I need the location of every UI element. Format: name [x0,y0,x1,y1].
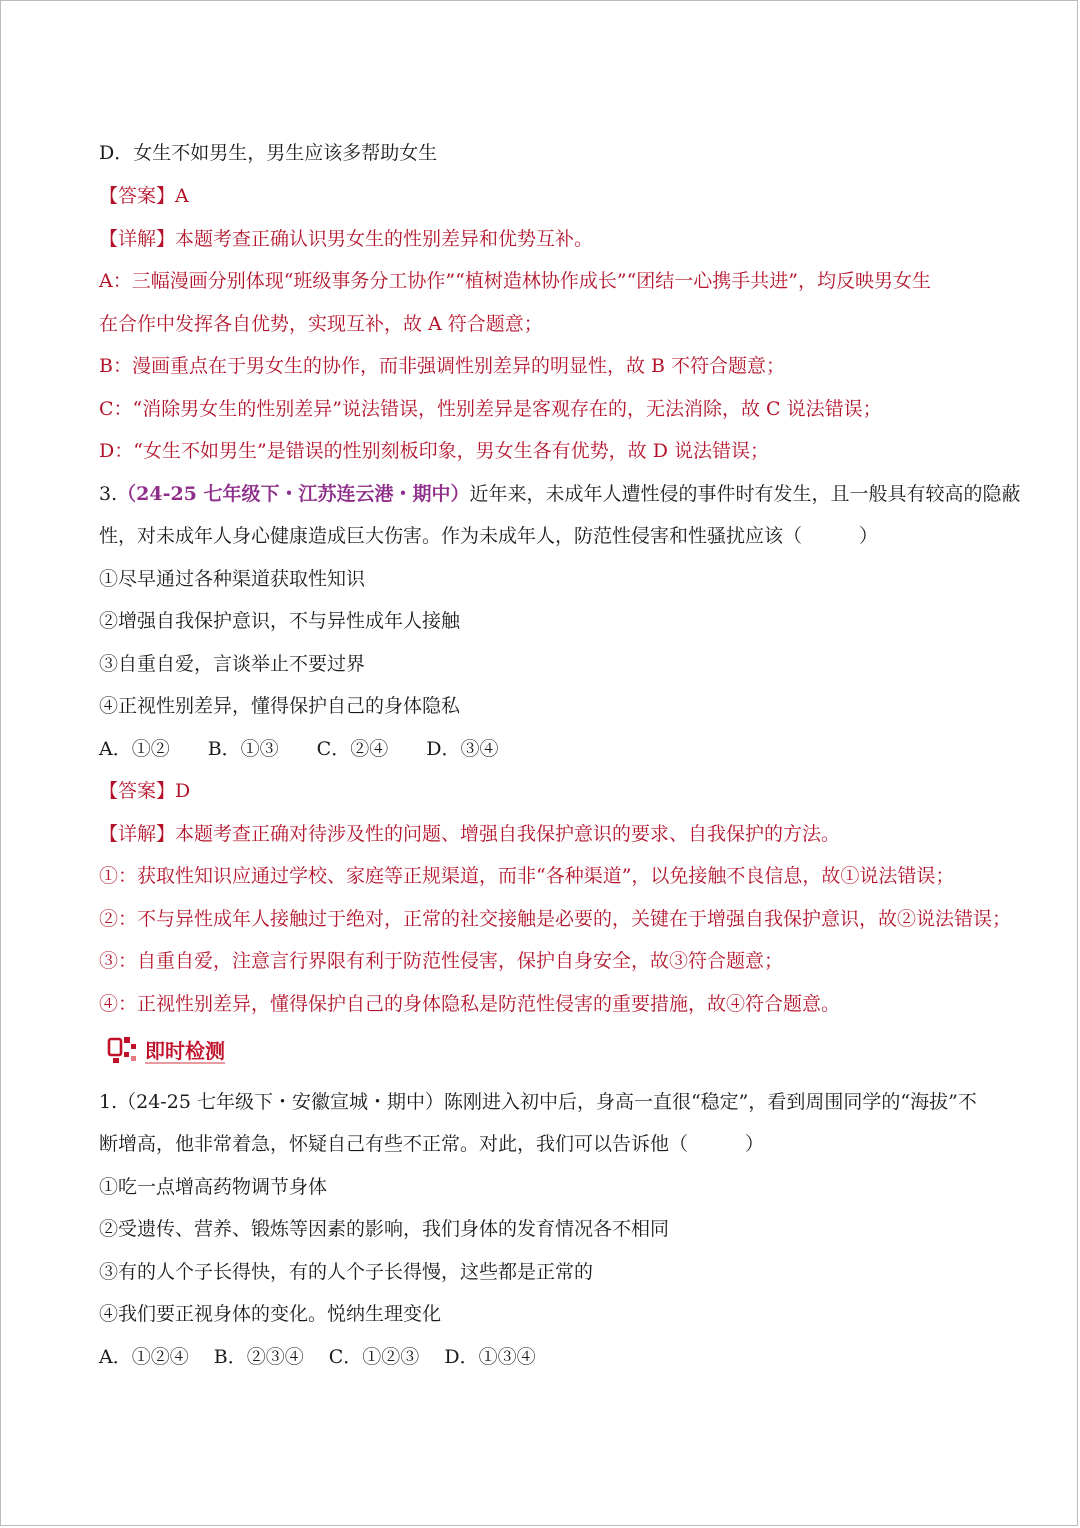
prev-analysis-c: C：“消除男女生的性别差异”说法错误，性别差异是客观存在的，无法消除，故 C 说法错误； [99,398,882,420]
prev-detail: 【详解】本题考查正确认识男女生的性别差异和优势互补。 [99,228,594,250]
prev-answer: 【答案】A [99,185,189,207]
q3-analysis-4: ④：正视性别差异，懂得保护自己的身体隐私是防范性侵害的重要措施，故④符合题意。 [99,993,841,1015]
q3-analysis-2: ②：不与异性成年人接触过于绝对，正常的社交接触是必要的，关键在于增强自我保护意识，故②说法错误； [99,908,1012,930]
q3-statement-1: ①尽早通过各种渠道获取性知识 [99,568,366,590]
q3-answer: 【答案】D [99,780,191,802]
q3-stem-text: 近年来，未成年人遭性侵的事件时有发生，且一般具有较高的隐蔽 [469,483,1021,505]
q1-statement-4: ④我们要正视身体的变化。悦纳生理变化 [99,1303,442,1325]
q3-statement-2: ②增强自我保护意识，不与异性成年人接触 [99,610,461,632]
q1-statement-1: ①吃一点增高药物调节身体 [99,1176,328,1198]
q3-statement-4: ④正视性别差异，懂得保护自己的身体隐私 [99,695,461,717]
q3-analysis-3: ③：自重自爱，注意言行界限有利于防范性侵害，保护自身安全，故③符合题意； [99,950,784,972]
section-title: 即时检测 [145,1038,225,1063]
q3-stem-line-2: 性，对未成年人身心健康造成巨大伤害。作为未成年人，防范性侵害和性骚扰应该（ ） [99,525,879,547]
q3-number: 3. [99,483,118,505]
q3-statement-3: ③自重自爱，言谈举止不要过界 [99,653,366,675]
q3-choices: A．①② B．①③ C．②④ D．③④ [99,738,499,760]
q1-statement-2: ②受遗传、营养、锻炼等因素的影响，我们身体的发育情况各不相同 [99,1218,670,1240]
prev-analysis-a-2: 在合作中发挥各自优势，实现互补，故 A 符合题意； [99,313,543,335]
q1-statement-3: ③有的人个子长得快，有的人个子长得慢，这些都是正常的 [99,1261,594,1283]
prev-option-d: D．女生不如男生，男生应该多帮助女生 [99,142,438,164]
prev-analysis-d: D：“女生不如男生”是错误的性别刻板印象，男女生各有优势，故 D 说法错误； [99,440,769,462]
q1-stem-line-2: 断增高，他非常着急，怀疑自己有些不正常。对此，我们可以告诉他（ ） [99,1133,765,1155]
prev-analysis-a-1: A：三幅漫画分别体现“班级事务分工协作”“植树造林协作成长”“团结一心携手共进”，均反映男女生 [99,270,932,292]
q3-source: （24-25 七年级下・江苏连云港・期中） [117,483,470,505]
check-test-icon [105,1032,139,1066]
prev-analysis-b: B：漫画重点在于男女生的协作，而非强调性别差异的明显性，故 B 不符合题意； [99,355,786,377]
q1-stem-line-1: 1.（24-25 七年级下・安徽宣城・期中）陈刚进入初中后，身高一直很“稳定”，看到周围同学的“海拔”不 [99,1091,977,1113]
section-heading [105,1032,225,1066]
q1-choices: A．①②④ B．②③④ C．①②③ D．①③④ [99,1346,536,1368]
q3-detail: 【详解】本题考查正确对待涉及性的问题、增强自我保护意识的要求、自我保护的方法。 [99,823,841,845]
q3-analysis-1: ①：获取性知识应通过学校、家庭等正规渠道，而非“各种渠道”，以免接触不良信息，故①说法错误； [99,865,955,887]
q3-stem-line-1 [99,481,1021,507]
